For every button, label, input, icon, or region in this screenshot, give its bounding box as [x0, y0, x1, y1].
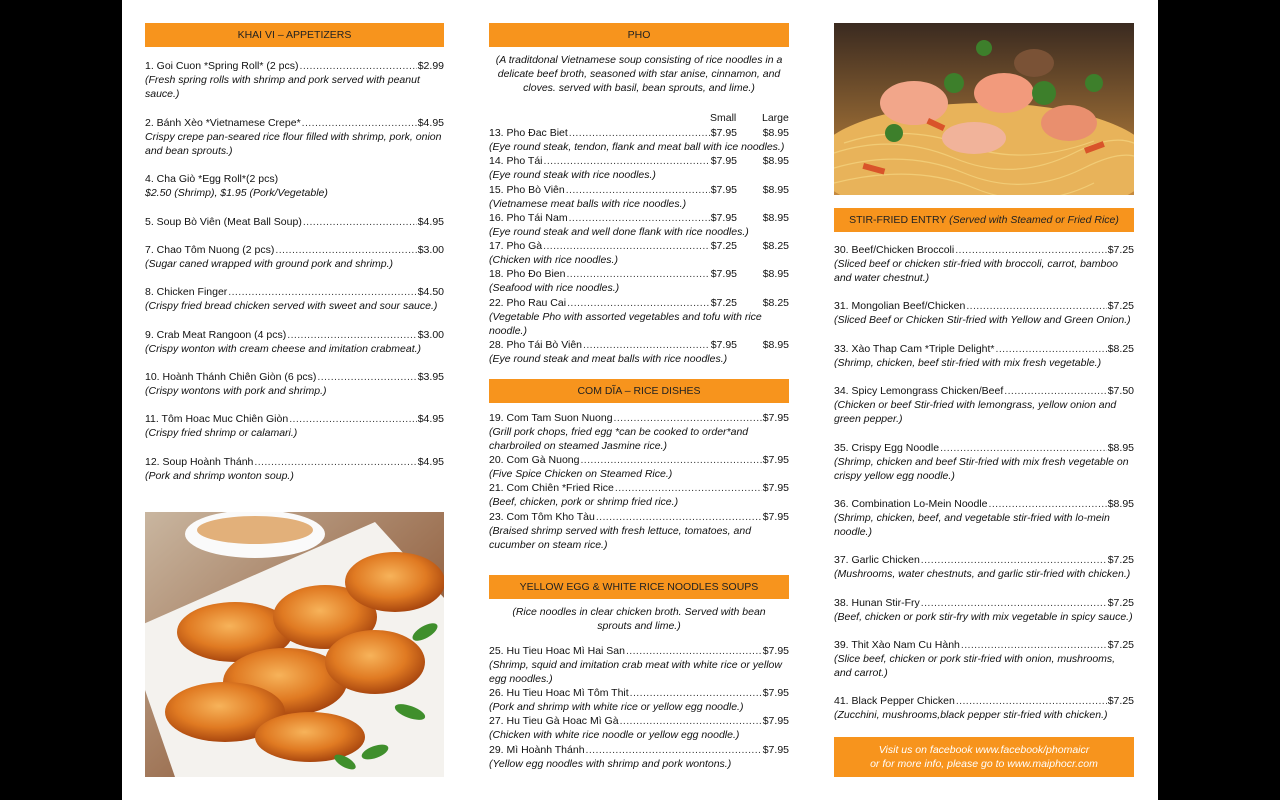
- menu-item-price: $7.25: [1107, 244, 1134, 256]
- menu-item: [834, 497, 1134, 540]
- menu-item: [489, 743, 789, 771]
- menu-item: [834, 553, 1134, 581]
- menu-item-name: 19. Com Tam Suon Nuong: [489, 412, 613, 424]
- menu-item-name: 13. Pho Đac Biet: [489, 127, 568, 139]
- menu-item-line: [145, 116, 444, 130]
- menu-item-name: 33. Xào Thap Cam *Triple Delight*: [834, 343, 995, 355]
- menu-item-line: [145, 455, 444, 469]
- menu-item-large-price: $8.95: [762, 155, 789, 167]
- menu-item-small-price: $7.95: [710, 127, 737, 139]
- menu-item-name: 41. Black Pepper Chicken: [834, 695, 955, 707]
- menu-item: [145, 243, 444, 271]
- menu-item-price: $2.99: [417, 60, 444, 72]
- leader-dots: [566, 267, 709, 281]
- menu-item: [145, 215, 444, 229]
- menu-item-price: $4.95: [417, 413, 444, 425]
- leader-dots: [989, 497, 1107, 511]
- menu-item-large-price: $8.95: [762, 339, 789, 351]
- menu-item-line: [489, 481, 789, 495]
- menu-item-line: [834, 299, 1134, 313]
- menu-item-price: $7.25: [1107, 639, 1134, 651]
- menu-item-small-price: $7.25: [710, 240, 737, 252]
- menu-item: [145, 455, 444, 483]
- menu-item: [834, 384, 1134, 427]
- leader-dots: [996, 342, 1107, 356]
- leader-dots: [569, 211, 710, 225]
- menu-item-large-price: $8.25: [762, 297, 789, 309]
- stirfry-title: STIR-FRIED ENTRY: [849, 214, 947, 226]
- menu-item-description: (Eye round steak and meat balls with rice noodles.): [489, 353, 728, 366]
- menu-item-description: (Pork and shrimp wonton soup.): [145, 470, 294, 483]
- menu-item-price: $8.25: [1107, 343, 1134, 355]
- menu-item-price: $4.95: [417, 216, 444, 228]
- menu-item-description: (Beef, chicken, pork or shrimp fried rice.): [489, 496, 679, 509]
- leader-dots: [921, 596, 1107, 610]
- menu-item-description: Crispy crepe pan-seared rice flour filled with shrimp, pork, onion and bean sprouts.): [145, 131, 442, 158]
- menu-item-description: (Vegetable Pho with assorted vegetables and tofu with rice noodle.): [489, 311, 762, 338]
- menu-item-description: (Zucchini, mushrooms,black pepper stir-fried with chicken.): [834, 709, 1108, 722]
- menu-item-description: (Yellow egg noodles with shrimp and pork wontons.): [489, 758, 732, 771]
- menu-item-line: [834, 553, 1134, 567]
- leader-dots: [289, 412, 417, 426]
- menu-item-name: 15. Pho Bò Viên: [489, 184, 565, 196]
- menu-item-small-price: $7.25: [710, 297, 737, 309]
- menu-item-description: (Fresh spring rolls with shrimp and pork served with peanut sauce.): [145, 74, 420, 101]
- fried-shrimp-photo: [145, 512, 444, 777]
- menu-item: [489, 338, 789, 366]
- leader-dots: [630, 686, 762, 700]
- menu-item-line: [489, 453, 789, 467]
- menu-item-line: [145, 285, 444, 299]
- menu-item-large-price: $8.95: [762, 268, 789, 280]
- menu-item-line: [489, 183, 789, 197]
- leader-dots: [626, 644, 762, 658]
- menu-item-price: $7.95: [762, 482, 789, 494]
- menu-item-description: (Shrimp, chicken and beef Stir-fried with mix fresh vegetable on crispy yellow egg noodle.): [834, 456, 1129, 483]
- menu-item-price: $7.25: [1107, 554, 1134, 566]
- menu-item-price: $4.50: [417, 286, 444, 298]
- menu-item-large-price: $8.95: [762, 127, 789, 139]
- menu-item-description: (Sugar caned wrapped with ground pork and shrimp.): [145, 258, 394, 271]
- menu-item-price: $7.95: [762, 511, 789, 523]
- leader-dots: [569, 126, 710, 140]
- leader-dots: [955, 243, 1106, 257]
- menu-item-name: 39. Thit Xào Nam Cu Hành: [834, 639, 960, 651]
- menu-item-description: (Grill pork chops, fried egg *can be cooked to order*and charbroiled on steamed Jasmine rice.): [489, 426, 749, 453]
- menu-item: [834, 694, 1134, 722]
- menu-item: [834, 342, 1134, 370]
- menu-item-description: (Shrimp, chicken, beef stir-fried with mix fresh vegetable.): [834, 357, 1102, 370]
- menu-item-line: [834, 638, 1134, 652]
- menu-item-line: [489, 338, 789, 352]
- menu-item-line: [489, 126, 789, 140]
- menu-item-line: [145, 243, 444, 257]
- menu-item-small-price: $7.95: [710, 268, 737, 280]
- menu-item-description: (Crispy wontons with pork and shrimp.): [145, 385, 327, 398]
- menu-item-price: $7.25: [1107, 597, 1134, 609]
- leader-dots: [254, 455, 416, 469]
- menu-item-name: 21. Com Chiên *Fried Rice: [489, 482, 614, 494]
- leader-dots: [586, 743, 762, 757]
- leader-dots: [921, 553, 1107, 567]
- menu-item-name: 12. Soup Hoành Thánh: [145, 456, 254, 468]
- menu-item: [145, 59, 444, 102]
- leader-dots: [961, 638, 1107, 652]
- menu-item-line: [834, 243, 1134, 257]
- menu-item: [834, 596, 1134, 624]
- menu-item-line: [489, 743, 789, 757]
- stirfry-header: [834, 208, 1134, 232]
- menu-item-name: 28. Pho Tái Bò Viên: [489, 339, 583, 351]
- menu-item: [489, 644, 789, 687]
- menu-item-description: (Crispy fried shrimp or calamari.): [145, 427, 298, 440]
- menu-item: [489, 183, 789, 211]
- leader-dots: [228, 285, 416, 299]
- menu-item-name: 29. Mì Hoành Thánh: [489, 744, 585, 756]
- menu-item: [489, 411, 789, 454]
- menu-item-line: [145, 59, 444, 73]
- menu-item-line: [834, 694, 1134, 708]
- menu-item-description: (Shrimp, chicken, beef, and vegetable stir-fried with lo-mein noodle.): [834, 512, 1110, 539]
- menu-item-price: $7.25: [1107, 300, 1134, 312]
- leader-dots: [300, 59, 417, 73]
- menu-item-name: 20. Com Gà Nuong: [489, 454, 580, 466]
- menu-item-description: (Five Spice Chicken on Steamed Rice.): [489, 468, 673, 481]
- menu-item-price: $7.95: [762, 412, 789, 424]
- menu-item-description: (Crispy wonton with cream cheese and imitation crabmeat.): [145, 343, 422, 356]
- leader-dots: [302, 116, 417, 130]
- menu-item-line: [489, 686, 789, 700]
- menu-item-line: [834, 384, 1134, 398]
- menu-item: [489, 154, 789, 182]
- leader-dots: [614, 411, 762, 425]
- menu-item: [489, 239, 789, 267]
- menu-item: [145, 172, 444, 200]
- pho-header: PHO: [489, 23, 789, 47]
- menu-item: [489, 686, 789, 714]
- menu-item-price: $3.95: [417, 371, 444, 383]
- menu-item-line: [489, 411, 789, 425]
- menu-item-description: (Crispy fried bread chicken served with sweet and sour sauce.): [145, 300, 438, 313]
- menu-item-large-price: $8.25: [762, 240, 789, 252]
- menu-item-name: 36. Combination Lo-Mein Noodle: [834, 498, 988, 510]
- menu-item-line: [834, 497, 1134, 511]
- pho-small-label: Small: [710, 112, 737, 124]
- menu-item: [489, 510, 789, 553]
- menu-item-line: [145, 328, 444, 342]
- menu-item: [489, 714, 789, 742]
- menu-item-name: 38. Hunan Stir-Fry: [834, 597, 920, 609]
- menu-item-description: (Sliced beef or chicken stir-fried with broccoli, carrot, bamboo and water chestnut.): [834, 258, 1119, 285]
- noodles-header: YELLOW EGG & WHITE RICE NOODLES SOUPS: [489, 575, 789, 599]
- menu-item-description: (Eye round steak with rice noodles.): [489, 169, 656, 182]
- menu-item-line: [145, 215, 444, 229]
- pho-intro: (A traditdonal Vietnamese soup consisting of rice noodles in a delicate beef broth, seasoned with star anise, cinnamon, and cloves. served with basil, bean sprouts, and lime.): [495, 54, 783, 95]
- menu-item-description: (Seafood with rice noodles.): [489, 282, 620, 295]
- menu-item: [489, 296, 789, 339]
- crispy-noodle-photo: [834, 23, 1134, 195]
- menu-item-description: (Chicken with rice noodles.): [489, 254, 618, 267]
- menu-item-price: $7.95: [762, 454, 789, 466]
- menu-item-small-price: $7.95: [710, 184, 737, 196]
- menu-item: [834, 638, 1134, 681]
- menu-item: [145, 116, 444, 159]
- menu-item: [145, 370, 444, 398]
- menu-item-name: 1. Goi Cuon *Spring Roll* (2 pcs): [145, 60, 299, 72]
- menu-item-name: 26. Hu Tieu Hoac Mì Tôm Thit: [489, 687, 629, 699]
- menu-item-description: (Shrimp, squid and imitation crab meat with white rice or yellow egg noodles.): [489, 659, 782, 686]
- menu-item-name: 23. Com Tôm Kho Tàu: [489, 511, 595, 523]
- menu-item-description: (Chicken or beef Stir-fried with lemongrass, yellow onion and green pepper.): [834, 399, 1117, 426]
- menu-item: [145, 412, 444, 440]
- menu-item-line: [145, 172, 444, 186]
- leader-dots: [966, 299, 1106, 313]
- menu-item-price: $7.95: [762, 645, 789, 657]
- menu-item: [145, 285, 444, 313]
- menu-item-name: 7. Chao Tôm Nuong (2 pcs): [145, 244, 275, 256]
- menu-item-price: $7.95: [762, 715, 789, 727]
- menu-item-price: $8.95: [1107, 442, 1134, 454]
- menu-item: [834, 441, 1134, 484]
- menu-item-line: [489, 154, 789, 168]
- menu-item-description: (Braised shrimp served with fresh lettuce, tomatoes, and cucumber on steam rice.): [489, 525, 752, 552]
- menu-item-name: 16. Pho Tái Nam: [489, 212, 568, 224]
- promo-website-line: or for more info, please go to www.maiphocr.com: [870, 758, 1098, 770]
- menu-item-small-price: $7.95: [710, 155, 737, 167]
- menu-item-price: $8.95: [1107, 498, 1134, 510]
- menu-item-name: 22. Pho Rau Cai: [489, 297, 567, 309]
- leader-dots: [566, 183, 710, 197]
- leader-dots: [1004, 384, 1106, 398]
- menu-item-name: 30. Beef/Chicken Broccoli: [834, 244, 955, 256]
- rice-header: COM DĨA – RICE DISHES: [489, 379, 789, 403]
- menu-item-name: 18. Pho Đo Bien: [489, 268, 566, 280]
- menu-item-name: 5. Soup Bò Viên (Meat Ball Soup): [145, 216, 302, 228]
- menu-item-line: [489, 296, 789, 310]
- menu-item-description: (Mushrooms, water chestnuts, and garlic stir-fried with chicken.): [834, 568, 1131, 581]
- menu-item-large-price: $8.95: [762, 212, 789, 224]
- menu-item-name: 2. Bánh Xèo *Vietnamese Crepe*: [145, 117, 301, 129]
- menu-item-small-price: $7.95: [710, 212, 737, 224]
- menu-item-description: (Sliced Beef or Chicken Stir-fried with Yellow and Green Onion.): [834, 314, 1131, 327]
- menu-item-line: [489, 510, 789, 524]
- menu-item-price: $4.95: [417, 456, 444, 468]
- stirfry-title-note: (Served with Steamed or Fried Rice): [949, 214, 1119, 226]
- leader-dots: [580, 453, 761, 467]
- menu-item-price: $7.95: [762, 687, 789, 699]
- menu-item-line: [489, 267, 789, 281]
- menu-item-name: 4. Cha Giò *Egg Roll*(2 pcs): [145, 173, 279, 185]
- menu-item-description: (Pork and shrimp with white rice or yellow egg noodle.): [489, 701, 744, 714]
- menu-item-description: (Chicken with white rice noodle or yellow egg noodle.): [489, 729, 740, 742]
- menu-item: [489, 126, 789, 154]
- menu-item-name: 37. Garlic Chicken: [834, 554, 920, 566]
- menu-item-name: 27. Hu Tieu Gà Hoac Mì Gà: [489, 715, 619, 727]
- menu-item-price: $7.50: [1107, 385, 1134, 397]
- menu-item-line: [145, 370, 444, 384]
- menu-item: [145, 328, 444, 356]
- menu-item-name: 11. Tôm Hoac Muc Chiên Giòn: [145, 413, 289, 425]
- menu-item-line: [489, 239, 789, 253]
- menu-item-description: $2.50 (Shrimp), $1.95 (Pork/Vegetable): [145, 187, 328, 200]
- leader-dots: [303, 215, 417, 229]
- menu-item-name: 25. Hu Tieu Hoac Mì Hai San: [489, 645, 625, 657]
- menu-item-line: [145, 412, 444, 426]
- menu-item-line: [489, 644, 789, 658]
- leader-dots: [543, 239, 710, 253]
- menu-item-name: 14. Pho Tái: [489, 155, 543, 167]
- menu-item-line: [834, 596, 1134, 610]
- noodles-intro: (Rice noodles in clear chicken broth. Served with bean sprouts and lime.): [512, 606, 766, 633]
- menu-item-price: $7.25: [1107, 695, 1134, 707]
- menu-item: [489, 453, 789, 481]
- promo-banner: [834, 737, 1134, 777]
- menu-item-price: $3.00: [417, 244, 444, 256]
- menu-item: [834, 299, 1134, 327]
- menu-item-description: (Slice beef, chicken or pork stir-fried with onion, mushrooms, and carrot.): [834, 653, 1116, 680]
- leader-dots: [583, 338, 710, 352]
- menu-item-large-price: $8.95: [762, 184, 789, 196]
- menu-item: [489, 211, 789, 239]
- menu-item-line: [834, 441, 1134, 455]
- pho-large-label: Large: [762, 112, 789, 124]
- menu-item: [489, 267, 789, 295]
- leader-dots: [956, 694, 1107, 708]
- leader-dots: [567, 296, 710, 310]
- menu-item-name: 34. Spicy Lemongrass Chicken/Beef: [834, 385, 1004, 397]
- menu-item: [834, 243, 1134, 286]
- appetizers-header: KHAI VI – APPETIZERS: [145, 23, 444, 47]
- menu-item-line: [834, 342, 1134, 356]
- menu-item: [489, 481, 789, 509]
- menu-page: [122, 0, 1158, 800]
- menu-item-description: (Vietnamese meat balls with rice noodles.): [489, 198, 687, 211]
- menu-item-price: $3.00: [417, 329, 444, 341]
- menu-item-description: (Eye round steak and well done flank with rice noodles.): [489, 226, 749, 239]
- leader-dots: [596, 510, 762, 524]
- menu-item-name: 9. Crab Meat Rangoon (4 pcs): [145, 329, 287, 341]
- promo-facebook-line: Visit us on facebook www.facebook/phomaicr: [878, 744, 1090, 756]
- leader-dots: [615, 481, 762, 495]
- menu-item-small-price: $7.95: [710, 339, 737, 351]
- menu-item-line: [489, 714, 789, 728]
- menu-item-description: (Eye round steak, tendon, flank and meat ball with ice noodles.): [489, 141, 785, 154]
- menu-item-name: 31. Mongolian Beef/Chicken: [834, 300, 966, 312]
- menu-item-price: $7.95: [762, 744, 789, 756]
- leader-dots: [940, 441, 1107, 455]
- menu-item-name: 35. Crispy Egg Noodle: [834, 442, 940, 454]
- leader-dots: [275, 243, 416, 257]
- leader-dots: [544, 154, 710, 168]
- menu-item-price: $4.95: [417, 117, 444, 129]
- menu-item-name: 8. Chicken Finger: [145, 286, 228, 298]
- menu-item-name: 17. Pho Gà: [489, 240, 543, 252]
- leader-dots: [317, 370, 416, 384]
- leader-dots: [620, 714, 762, 728]
- menu-item-line: [489, 211, 789, 225]
- menu-item-description: (Beef, chicken or pork stir-fry with mix vegetable in spicy sauce.): [834, 611, 1133, 624]
- leader-dots: [287, 328, 416, 342]
- menu-item-name: 10. Hoành Thánh Chiên Giòn (6 pcs): [145, 371, 317, 383]
